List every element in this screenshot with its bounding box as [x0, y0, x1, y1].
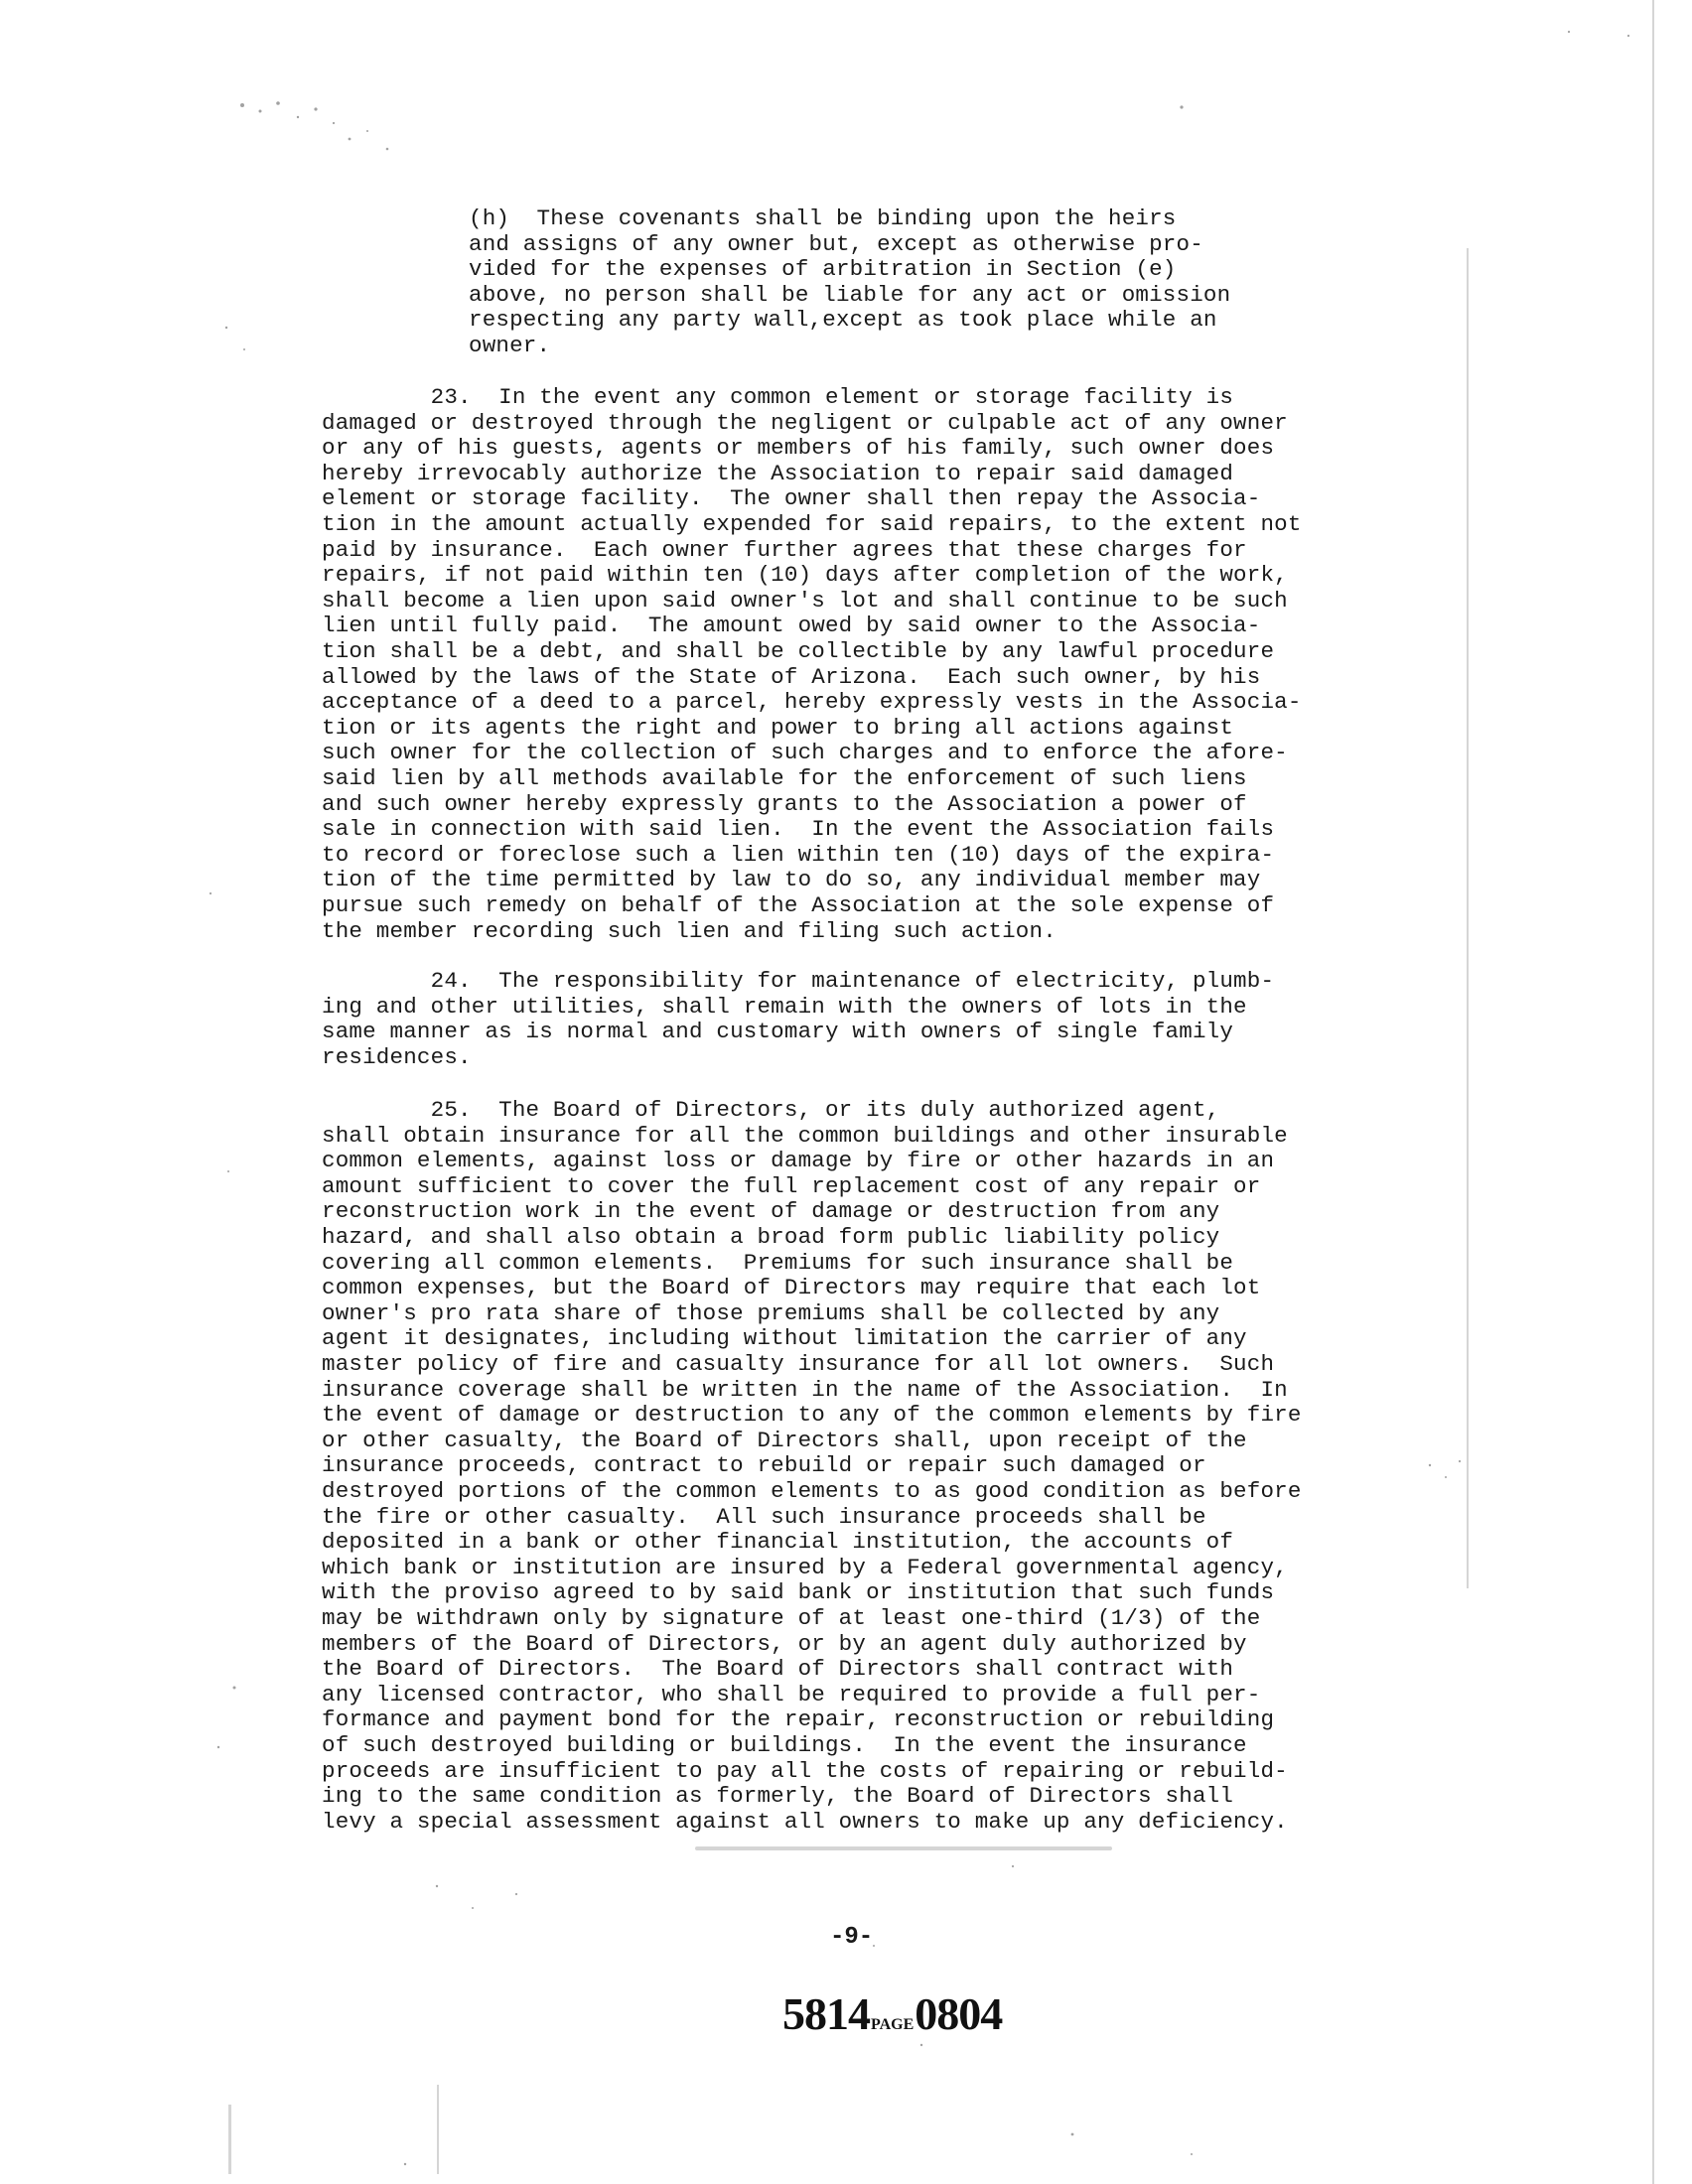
text-line: 23. In the event any common element or storage facility is: [322, 384, 1234, 410]
text-line: tion of the time permitted by law to do so, any individual member may: [322, 867, 1261, 893]
text-line: residences.: [322, 1043, 472, 1070]
page-word: PAGE: [871, 2016, 915, 2033]
text-line: which bank or institution are insured by a Federal governmental agency,: [322, 1554, 1288, 1580]
text-line: hazard, and shall also obtain a broad form public liability policy: [322, 1224, 1220, 1250]
text-line: sale in connection with said lien. In the event the Association fails: [322, 816, 1275, 843]
text-line: with the proviso agreed to by said bank or institution that such funds: [322, 1579, 1275, 1606]
text-line: such owner for the collection of such charges and to enforce the afore-: [322, 740, 1288, 766]
text-line: deposited in a bank or other financial institution, the accounts of: [322, 1529, 1234, 1556]
text-line: members of the Board of Directors, or by an agent duly authorized by: [322, 1630, 1247, 1657]
text-line: levy a special assessment against all owners to make up any deficiency.: [322, 1808, 1288, 1835]
text-line: damaged or destroyed through the negligent or culpable act of any owner: [322, 409, 1288, 436]
text-line: and assigns of any owner but, except as otherwise pro-: [469, 230, 1203, 257]
text-line: shall obtain insurance for all the common buildings and other insurable: [322, 1122, 1288, 1149]
text-line: hereby irrevocably authorize the Association to repair said damaged: [322, 460, 1234, 486]
text-line: insurance proceeds, contract to rebuild or repair such damaged or: [322, 1452, 1206, 1479]
page-number: -9-: [830, 1924, 874, 1951]
text-line: same manner as is normal and customary with owners of single family: [322, 1019, 1234, 1045]
text-line: acceptance of a deed to a parcel, hereby expressly vests in the Associa-: [322, 689, 1302, 716]
text-line: amount sufficient to cover the full replacement cost of any repair or: [322, 1172, 1261, 1199]
text-line: or other casualty, the Board of Directors shall, upon receipt of the: [322, 1427, 1247, 1453]
text-line: may be withdrawn only by signature of at least one-third (1/3) of the: [322, 1605, 1261, 1631]
text-line: respecting any party wall,except as took place while an: [469, 307, 1217, 334]
text-line: above, no person shall be liable for any act or omission: [469, 281, 1231, 308]
text-line: owner.: [469, 333, 551, 358]
text-line: common elements, against loss or damage by fire or other hazards in an: [322, 1148, 1275, 1174]
book-page-stamp: [782, 1987, 1002, 2040]
text-line: 24. The responsibility for maintenance of electricity, plumb-: [322, 968, 1275, 994]
text-line: pursue such remedy on behalf of the Association at the sole expense of: [322, 892, 1275, 918]
text-line: formance and payment bond for the repair, reconstruction or rebuilding: [322, 1706, 1275, 1733]
text-line: repairs, if not paid within ten (10) days after completion of the work,: [322, 562, 1288, 589]
text-line: tion in the amount actually expended for said repairs, to the extent not: [322, 511, 1302, 537]
text-line: vided for the expenses of arbitration in Section (e): [469, 256, 1177, 283]
text-line: 25. The Board of Directors, or its duly authorized agent,: [322, 1097, 1220, 1123]
text-line: tion or its agents the right and power to bring all actions against: [322, 714, 1234, 741]
text-line: common expenses, but the Board of Directors may require that each lot: [322, 1275, 1261, 1301]
text-line: paid by insurance. Each owner further agrees that these charges for: [322, 536, 1247, 563]
text-line: of such destroyed building or buildings. In the event the insurance: [322, 1732, 1247, 1758]
text-line: owner's pro rata share of those premiums shall be collected by any: [322, 1299, 1220, 1326]
text-line: (h) These covenants shall be binding upon the heirs: [469, 205, 1177, 231]
text-line: tion shall be a debt, and shall be collectible by any lawful procedure: [322, 638, 1275, 664]
text-line: said lien by all methods available for the enforcement of such liens: [322, 765, 1247, 791]
text-line: the member recording such lien and filing such action.: [322, 917, 1057, 944]
text-line: or any of his guests, agents or members of his family, such owner does: [322, 435, 1275, 462]
page-reference: 0804: [915, 1988, 1003, 2039]
text-line: and such owner hereby expressly grants to the Association a power of: [322, 790, 1247, 817]
text-line: ing to the same condition as formerly, the Board of Directors shall: [322, 1783, 1234, 1810]
text-line: agent it designates, including without limitation the carrier of any: [322, 1325, 1247, 1352]
text-line: destroyed portions of the common elements to as good condition as before: [322, 1478, 1302, 1504]
text-line: proceeds are insufficient to pay all the costs of repairing or rebuild-: [322, 1757, 1288, 1784]
text-line: insurance coverage shall be written in the name of the Association. In: [322, 1376, 1288, 1403]
text-line: the Board of Directors. The Board of Directors shall contract with: [322, 1656, 1234, 1683]
text-line: covering all common elements. Premiums for such insurance shall be: [322, 1249, 1234, 1276]
text-line: to record or foreclose such a lien within ten (10) days of the expira-: [322, 841, 1275, 868]
text-line: ing and other utilities, shall remain with the owners of lots in the: [322, 993, 1247, 1020]
text-line: master policy of fire and casualty insurance for all lot owners. Such: [322, 1351, 1275, 1377]
text-line: lien until fully paid. The amount owed by said owner to the Associa-: [322, 613, 1261, 639]
book-number: 5814: [782, 1988, 870, 2039]
text-line: element or storage facility. The owner shall then repay the Associa-: [322, 485, 1261, 512]
text-line: shall become a lien upon said owner's lot and shall continue to be such: [322, 587, 1288, 614]
text-line: the fire or other casualty. All such insurance proceeds shall be: [322, 1503, 1206, 1530]
text-line: reconstruction work in the event of damage or destruction from any: [322, 1198, 1220, 1225]
text-line: the event of damage or destruction to any of the common elements by fire: [322, 1402, 1302, 1429]
text-line: allowed by the laws of the State of Arizona. Each such owner, by his: [322, 663, 1261, 690]
text-line: any licensed contractor, who shall be required to provide a full per-: [322, 1681, 1261, 1707]
